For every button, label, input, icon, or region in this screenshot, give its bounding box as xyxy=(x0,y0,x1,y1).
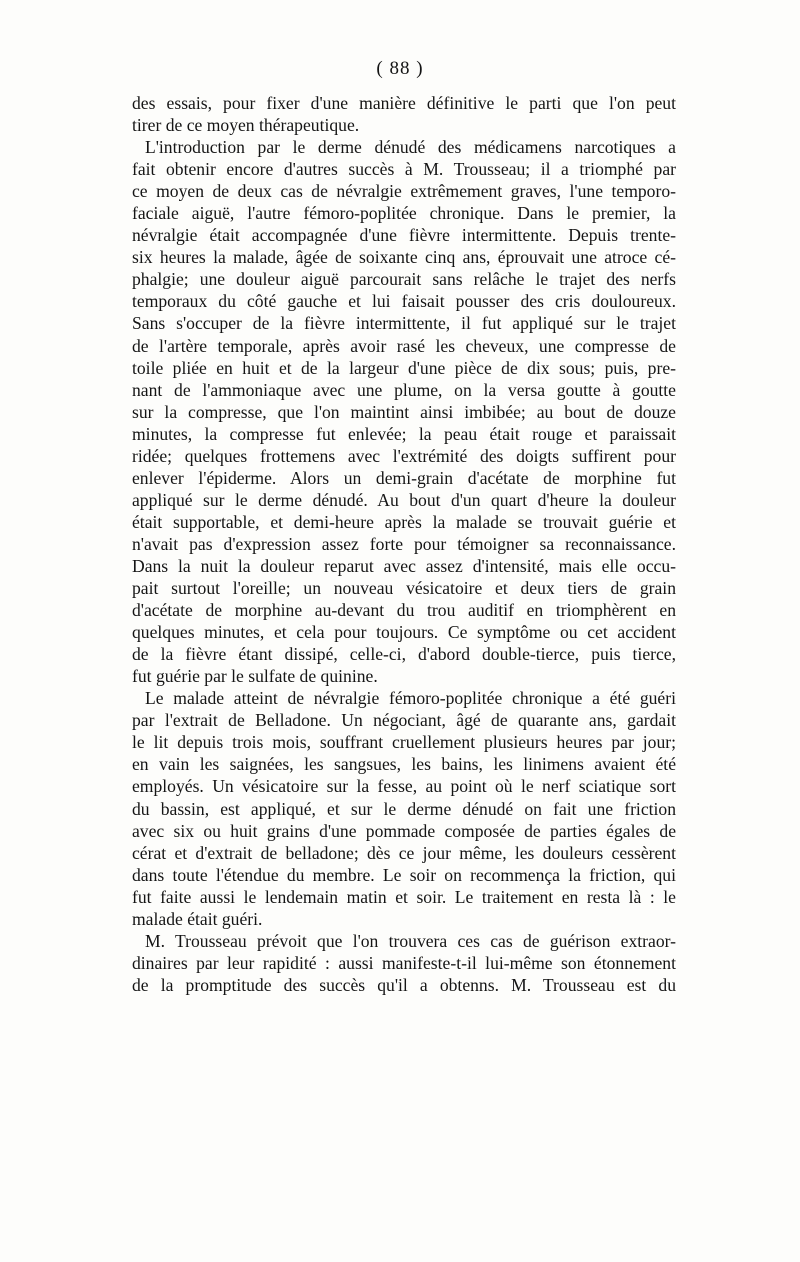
text-line: tirer de ce moyen thérapeutique. xyxy=(132,115,360,136)
text-line: fut faite aussi le lendemain matin et soir. Le traitement en resta là : le xyxy=(132,886,676,907)
text-line: de la fièvre étant dissipé, celle-ci, d'abord double-tierce, puis tierce, xyxy=(132,644,676,665)
text-line: pait surtout l'oreille; un nouveau vésicatoire et deux tiers de grain xyxy=(132,578,676,599)
paragraph xyxy=(132,92,676,136)
text-line: six heures la malade, âgée de soixante cinq ans, éprouvait une atroce cé- xyxy=(132,247,676,268)
text-line: par l'extrait de Belladone. Un négociant, âgé de quarante ans, gardait xyxy=(132,710,676,731)
paragraph xyxy=(132,136,676,687)
text-line: de la promptitude des succès qu'il a obtenns. M. Trousseau est du xyxy=(132,974,676,995)
text-line: n'avait pas d'expression assez forte pour témoigner sa reconnaissance. xyxy=(132,533,676,554)
text-line: dans toute l'étendue du membre. Le soir on recommença la friction, qui xyxy=(132,864,676,885)
text-line: M. Trousseau prévoit que l'on trouvera ces cas de guérison extraor- xyxy=(145,930,676,951)
text-line: Dans la nuit la douleur reparut avec assez d'intensité, mais elle occu- xyxy=(132,555,676,576)
text-line: toile pliée en huit et de la largeur d'une pièce de dix sous; puis, pre- xyxy=(132,357,676,378)
text-line: du bassin, est appliqué, et sur le derme dénudé on fait une friction xyxy=(132,798,676,819)
text-line: faciale aiguë, l'autre fémoro-poplitée chronique. Dans le premier, la xyxy=(132,203,676,224)
text-line: nant de l'ammoniaque avec une plume, on la versa goutte à goutte xyxy=(132,379,676,400)
text-line: fait obtenir encore d'autres succès à M. Trousseau; il a triomphé par xyxy=(132,159,676,180)
text-line: était supportable, et demi-heure après la malade se trouvait guérie et xyxy=(132,511,676,532)
text-line: de l'artère temporale, après avoir rasé les cheveux, une compresse de xyxy=(132,335,676,356)
paragraph xyxy=(132,930,676,996)
text-line: ridée; quelques frottemens avec l'extrémité des doigts suffirent pour xyxy=(132,445,676,466)
text-line: Sans s'occuper de la fièvre intermittente, il fut appliqué sur le trajet xyxy=(132,313,676,334)
text-line: malade était guéri. xyxy=(132,908,263,929)
text-line: L'introduction par le derme dénudé des médicamens narcotiques a xyxy=(145,137,676,158)
text-line: fut guérie par le sulfate de quinine. xyxy=(132,666,378,687)
text-line: cérat et d'extrait de belladone; dès ce jour même, les douleurs cessèrent xyxy=(132,842,676,863)
text-line: en vain les saignées, les sangsues, les bains, les linimens avaient été xyxy=(132,754,676,775)
text-line: le lit depuis trois mois, souffrant cruellement plusieurs heures par jour; xyxy=(132,732,676,753)
text-line: employés. Un vésicatoire sur la fesse, au point où le nerf sciatique sort xyxy=(132,776,676,797)
text-line: avec six ou huit grains d'une pommade composée de parties égales de xyxy=(132,820,676,841)
page-number: ( 88 ) xyxy=(376,58,424,79)
text-line: temporaux du côté gauche et lui faisait pousser des cris douloureux. xyxy=(132,291,676,312)
text-line: ce moyen de deux cas de névralgie extrêmement graves, l'une temporo- xyxy=(132,181,676,202)
text-line: Le malade atteint de névralgie fémoro-poplitée chronique a été guéri xyxy=(145,688,676,709)
text-line: dinaires par leur rapidité : aussi manifeste-t-il lui-même son étonnement xyxy=(132,952,676,973)
text-line: d'acétate de morphine au-devant du trou auditif en triomphèrent en xyxy=(132,600,676,621)
body-text xyxy=(132,92,676,996)
text-line: appliqué sur le derme dénudé. Au bout d'un quart d'heure la douleur xyxy=(132,489,676,510)
text-line: phalgie; une douleur aiguë parcourait sans relâche le trajet des nerfs xyxy=(132,269,676,290)
text-line: sur la compresse, que l'on maintint ainsi imbibée; au bout de douze xyxy=(132,401,676,422)
text-line: névralgie était accompagnée d'une fièvre intermittente. Depuis trente- xyxy=(132,225,676,246)
text-line: minutes, la compresse fut enlevée; la peau était rouge et paraissait xyxy=(132,423,676,444)
text-line: des essais, pour fixer d'une manière définitive le parti que l'on peut xyxy=(132,93,676,113)
text-line: quelques minutes, et cela pour toujours. Ce symptôme ou cet accident xyxy=(132,622,676,643)
paragraph xyxy=(132,687,676,930)
text-line: enlever l'épiderme. Alors un demi-grain d'acétate de morphine fut xyxy=(132,467,676,488)
